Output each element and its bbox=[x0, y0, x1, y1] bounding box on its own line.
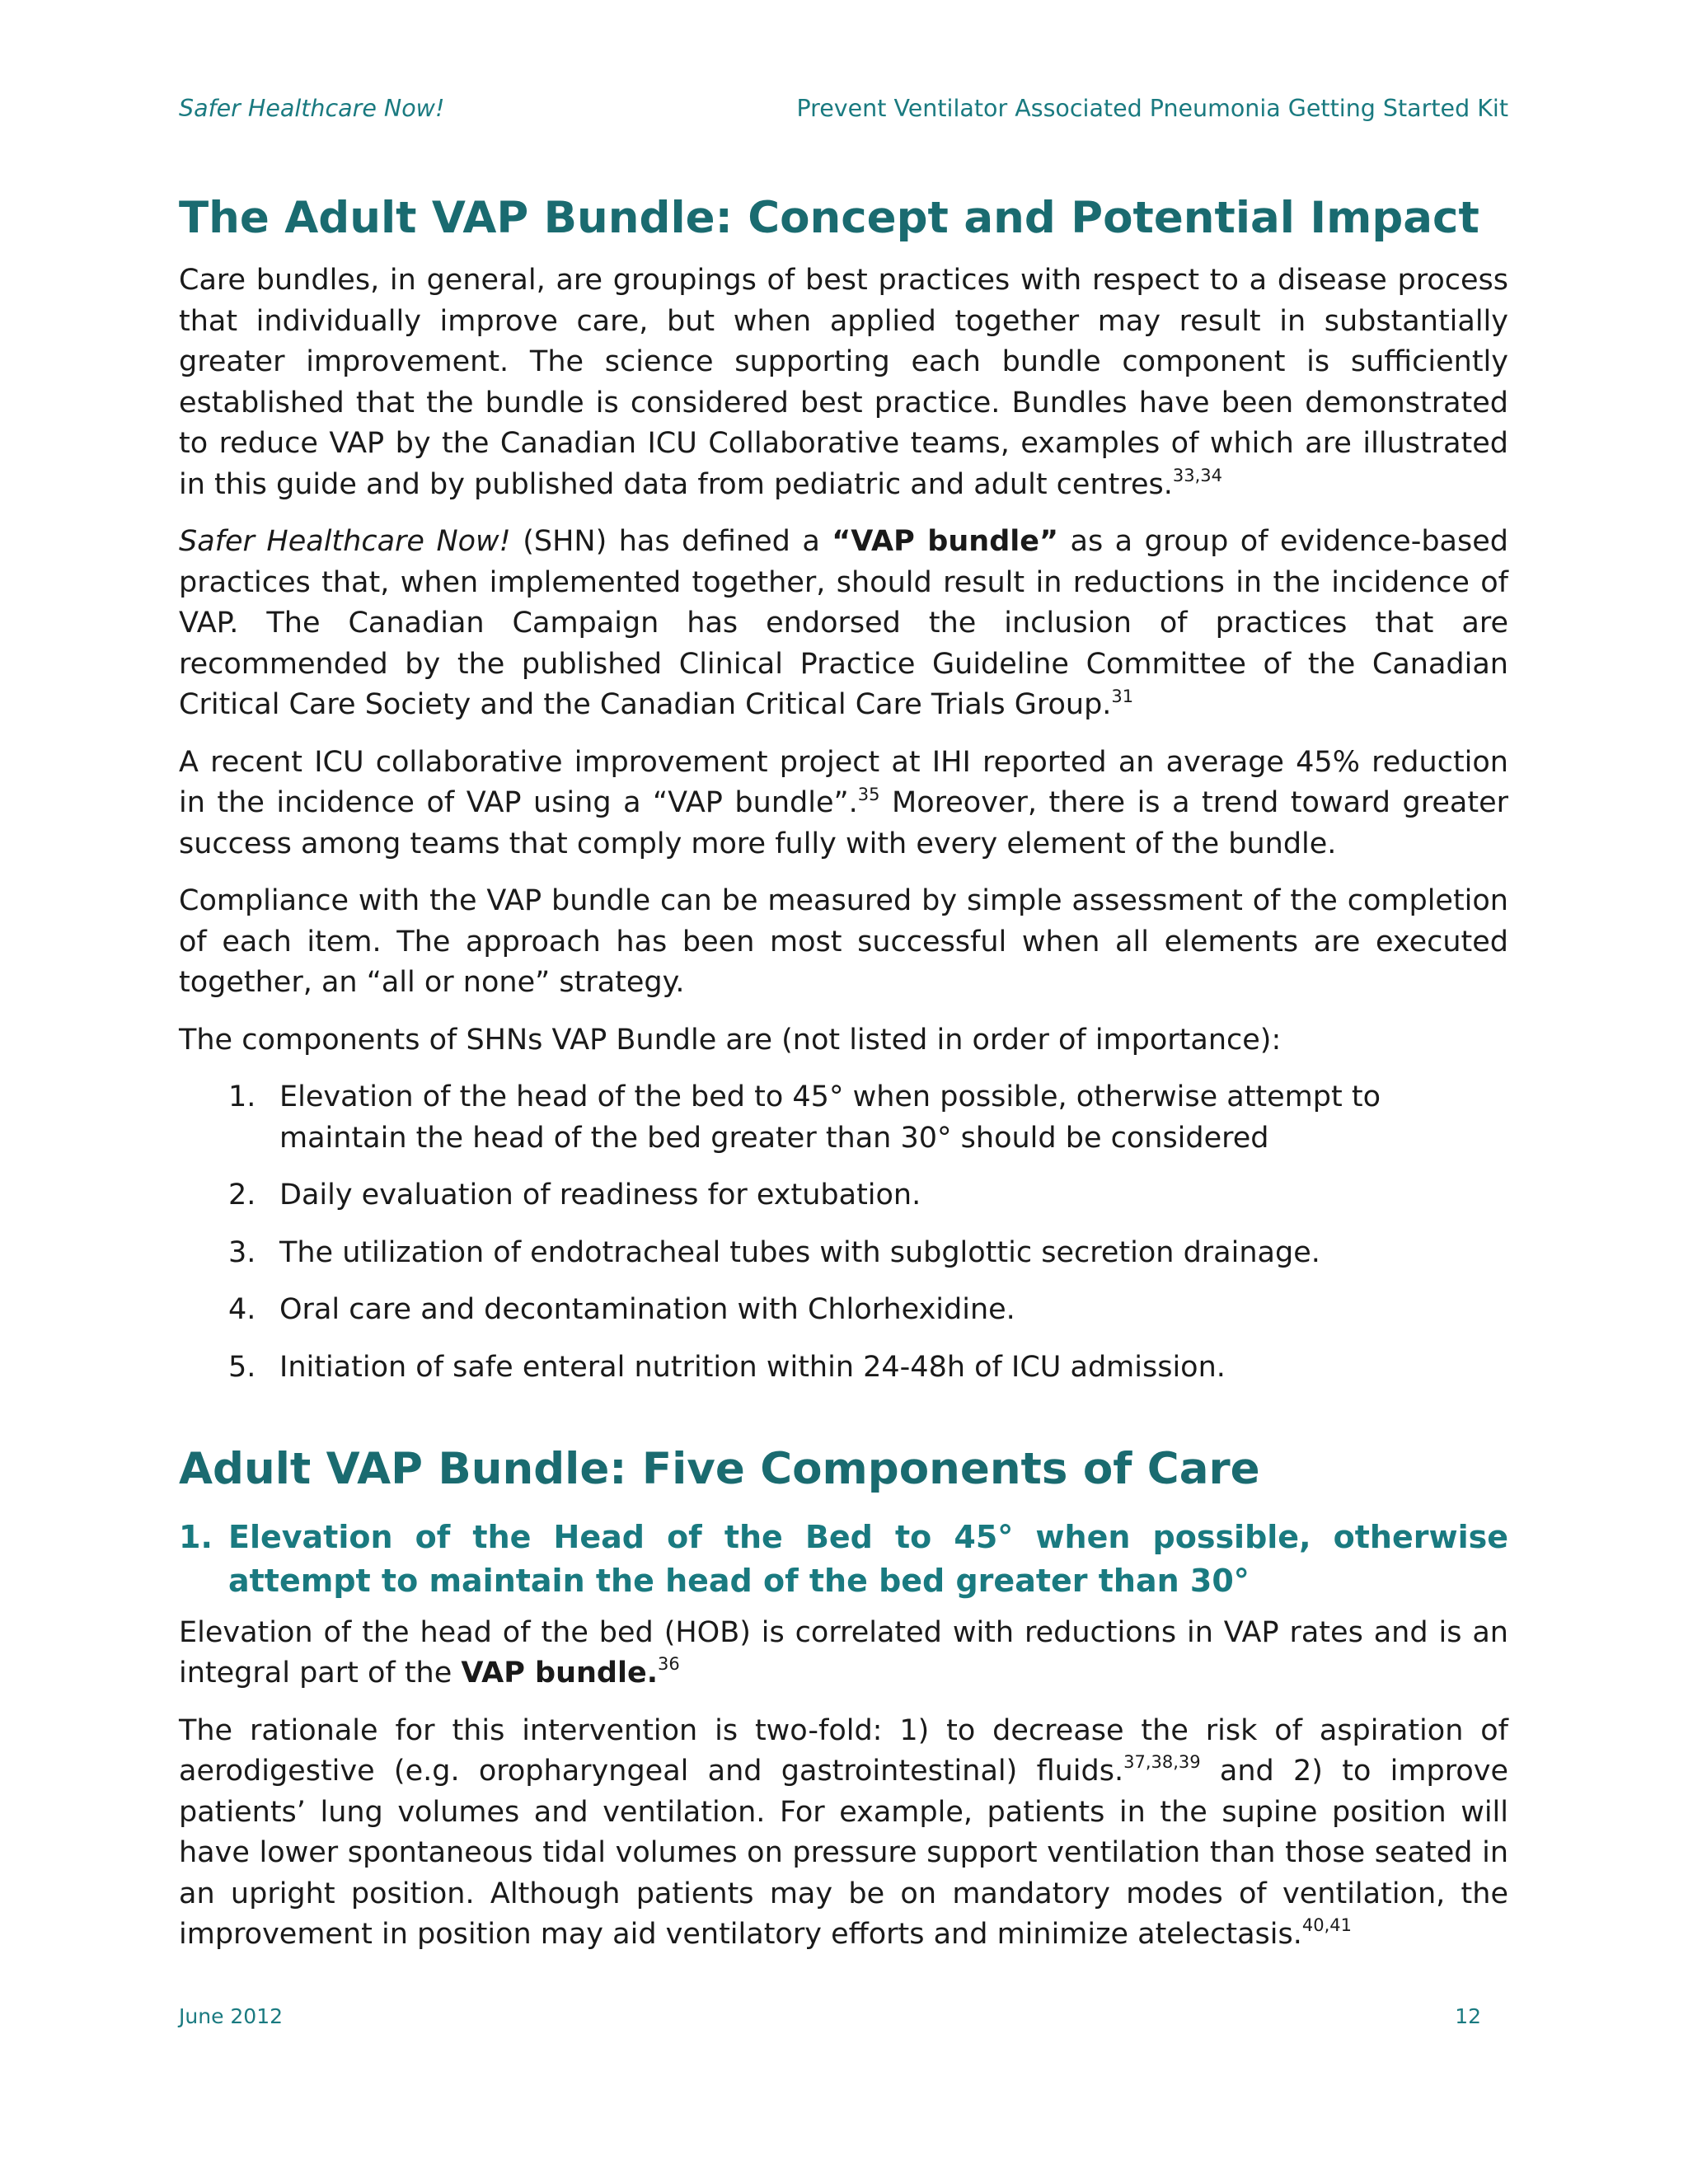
bundle-components-list bbox=[179, 1077, 1508, 1388]
page-content bbox=[179, 191, 1508, 1972]
paragraph-compliance: Compliance with the VAP bundle can be measured by simple assessment of the completion of each item. The approach has been most successful when all elements are executed together, an “all or none” strategy. bbox=[179, 884, 1508, 1000]
header-org-name: Safer Healthcare Now! bbox=[179, 95, 445, 122]
section-title-five-components: Adult VAP Bundle: Five Components of Care bbox=[179, 1444, 1260, 1495]
list-item: 4. Oral care and decontamination with Chlorhexidine. bbox=[228, 1293, 1015, 1327]
citation: 37,38,39 bbox=[1123, 1752, 1201, 1773]
header-document-title: Prevent Ventilator Associated Pneumonia Getting Started Kit bbox=[796, 95, 1508, 122]
citation: 33,34 bbox=[1172, 466, 1223, 486]
footer-date: June 2012 bbox=[179, 2004, 284, 2028]
section-title-concept: The Adult VAP Bundle: Concept and Potential Impact bbox=[179, 193, 1479, 243]
page-footer bbox=[179, 2004, 1481, 2028]
paragraph-components-intro: The components of SHNs VAP Bundle are (not listed in order of importance): bbox=[179, 1023, 1282, 1057]
page-number: 12 bbox=[1455, 2004, 1481, 2028]
citation: 36 bbox=[658, 1654, 680, 1675]
paragraph-shn-definition: Safer Healthcare Now! (SHN) has defined a “VAP bundle” as a group of evidence-based practices that, when implemented together, should result in reductions in the incidence of VAP. The Canadian Campaign has endorsed the inclusion of practices that are recommended by the published Clinical Practice Guideline Committee of the Canadian Critical Care Society and the Canadian Critical Care Trials Group.$^{31}$ bbox=[179, 525, 1508, 722]
citation: 35 bbox=[857, 784, 880, 804]
paragraph-ihi-project: A recent ICU collaborative improvement project at IHI reported an average 45% reduction in the incidence of VAP using a “VAP bundle”.$^{35}$ Moreover, there is a trend toward greater success among teams that comply more fully with every element of the bundle. bbox=[179, 745, 1509, 860]
list-item: 2. Daily evaluation of readiness for extubation. bbox=[228, 1179, 921, 1212]
page-header bbox=[179, 95, 1508, 122]
list-item: 1. Elevation of the head of the bed to 45° when possible, otherwise attempt to maintain the head of the bed greater than 30° should be considered bbox=[228, 1080, 1381, 1155]
list-item: 3. The utilization of endotracheal tubes with subglottic secretion drainage. bbox=[228, 1235, 1320, 1269]
subsection-title-hob-elevation: 1. Elevation of the Head of the Bed to 45° when possible, otherwise attempt to maintain the head of the bed greater than 30° bbox=[179, 1518, 1508, 1599]
paragraph-hob-correlation: Elevation of the head of the bed (HOB) is correlated with reductions in VAP rates and is an integral part of the VAP bundle.$^{36}$ bbox=[179, 1615, 1508, 1690]
list-item: 5. Initiation of safe enteral nutrition within 24-48h of ICU admission. bbox=[228, 1350, 1226, 1384]
citation: 31 bbox=[1111, 686, 1134, 706]
paragraph-care-bundles: Care bundles, in general, are groupings of best practices with respect to a disease process that individually improve care, but when applied together may result in substantially greater improvement. The science supporting each bundle component is sufficiently established that the bundle is considered best practice. Bundles have been demonstrated to reduce VAP by the Canadian ICU Collaborative teams, examples of which are illustrated in this guide and by published data from pediatric and adult centres.$^{33,34}$ bbox=[179, 264, 1508, 501]
paragraph-rationale: The rationale for this intervention is two-fold: 1) to decrease the risk of aspiration of aerodigestive (e.g. oropharyngeal and gastrointestinal) fluids.$^{37,38,39}$ and 2) to improve patients’ lung volumes and ventilation. For example, patients in the supine position will have lower spontaneous tidal volumes on pressure support ventilation than those seated in an upright position. Although patients may be on mandatory modes of ventilation, the improvement in position may aid ventilatory efforts and minimize atelectasis.$^{40,41}$ bbox=[179, 1713, 1508, 1951]
citation: 40,41 bbox=[1301, 1915, 1352, 1936]
